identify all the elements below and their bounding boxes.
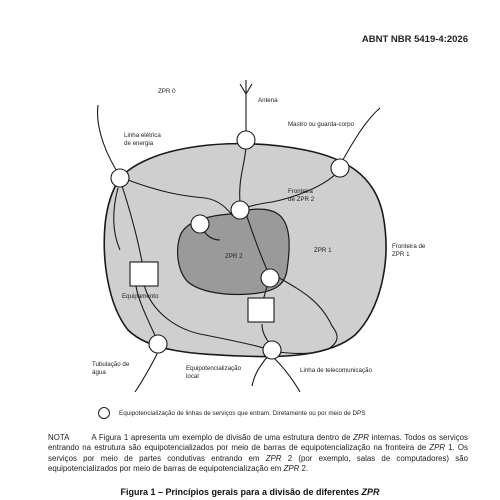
label-zpr0: ZPR 0 <box>158 88 176 95</box>
note-text-2: internas. Todos os serviços entrando na estrutura são equipotencializados por meio de barras de equipotencialização na fronteira de <box>48 433 469 453</box>
label-equipot-local-1: Equipotencialização <box>186 365 242 372</box>
note-text-3: 1. Os serviços por meio de partes condutivas entrando em <box>48 443 468 463</box>
note-em-1: ZPR <box>353 433 369 442</box>
label-zpr2: ZPR 2 <box>225 253 243 260</box>
note-text-5: 2. <box>299 464 309 474</box>
bonding-point-antenna <box>237 131 255 149</box>
bonding-point-zpr2-top <box>231 201 249 219</box>
bonding-point-power <box>111 169 129 187</box>
caption-em: ZPR <box>361 487 380 497</box>
label-antena: Antena <box>258 97 278 104</box>
telecom-line-external <box>274 358 300 392</box>
equipment-box-left <box>130 262 158 286</box>
antenna-tip-right <box>246 84 252 94</box>
label-linha-eletrica-1: Linha elétrica <box>124 132 161 139</box>
label-tubulacao-2: água <box>92 369 106 376</box>
label-fronteira-zpr1-1: Fronteira de <box>392 243 426 250</box>
bonding-point-mast <box>331 159 349 177</box>
figure-legend <box>98 407 365 419</box>
label-linha-eletrica-2: de energia <box>124 140 154 147</box>
legend-text: Equipotencialização de linhas de serviços que entram. Diretamente ou por meio de DPS <box>119 409 366 417</box>
label-fronteira-zpr2-1: Fronteira <box>288 188 313 195</box>
note-em-4: ZPR <box>283 464 300 474</box>
caption-text: Figura 1 – Princípios gerais para a divisão de diferentes <box>120 487 362 497</box>
mastro-line <box>340 108 380 165</box>
label-linha-telecom: Linha de telecomunicação <box>300 367 372 374</box>
note-label: NOTA <box>48 433 70 442</box>
label-mastro: Mastro ou guarda-corpo <box>288 121 355 128</box>
local-bonding-lead <box>252 356 268 386</box>
bonding-point-zpr2-right <box>261 269 279 287</box>
bonding-point-water <box>149 335 167 353</box>
bonding-point-zpr2-left <box>191 215 209 233</box>
power-line-external <box>98 105 120 176</box>
label-equipot-local-2: local <box>186 373 199 380</box>
equipment-box-right <box>248 298 274 322</box>
figure-caption <box>0 487 500 497</box>
label-equipamento: Equipamento <box>122 293 159 300</box>
note-em-2: ZPR <box>429 443 446 453</box>
standard-identifier: ABNT NBR 5419-4:2026 <box>361 34 468 45</box>
note-text-1: A Figura 1 apresenta um exemplo de divisão de uma estrutura dentro de <box>91 433 354 442</box>
label-tubulacao-1: Tubulação de <box>92 361 130 368</box>
label-fronteira-zpr2-2: de ZPR 2 <box>288 196 315 203</box>
figure-note <box>48 433 468 475</box>
label-zpr1: ZPR 1 <box>314 247 332 254</box>
bonding-legend-icon <box>98 407 110 419</box>
label-fronteira-zpr1-2: ZPR 1 <box>392 251 410 258</box>
note-text-4: 2 (por exemplo, salas de computadores) são equipotencializados por meio de barras de equipotencialização em <box>48 453 468 474</box>
water-pipe <box>135 352 158 392</box>
note-em-3: ZPR <box>265 453 282 463</box>
antenna-tip-left <box>240 84 246 94</box>
bonding-point-bottom <box>263 341 281 359</box>
